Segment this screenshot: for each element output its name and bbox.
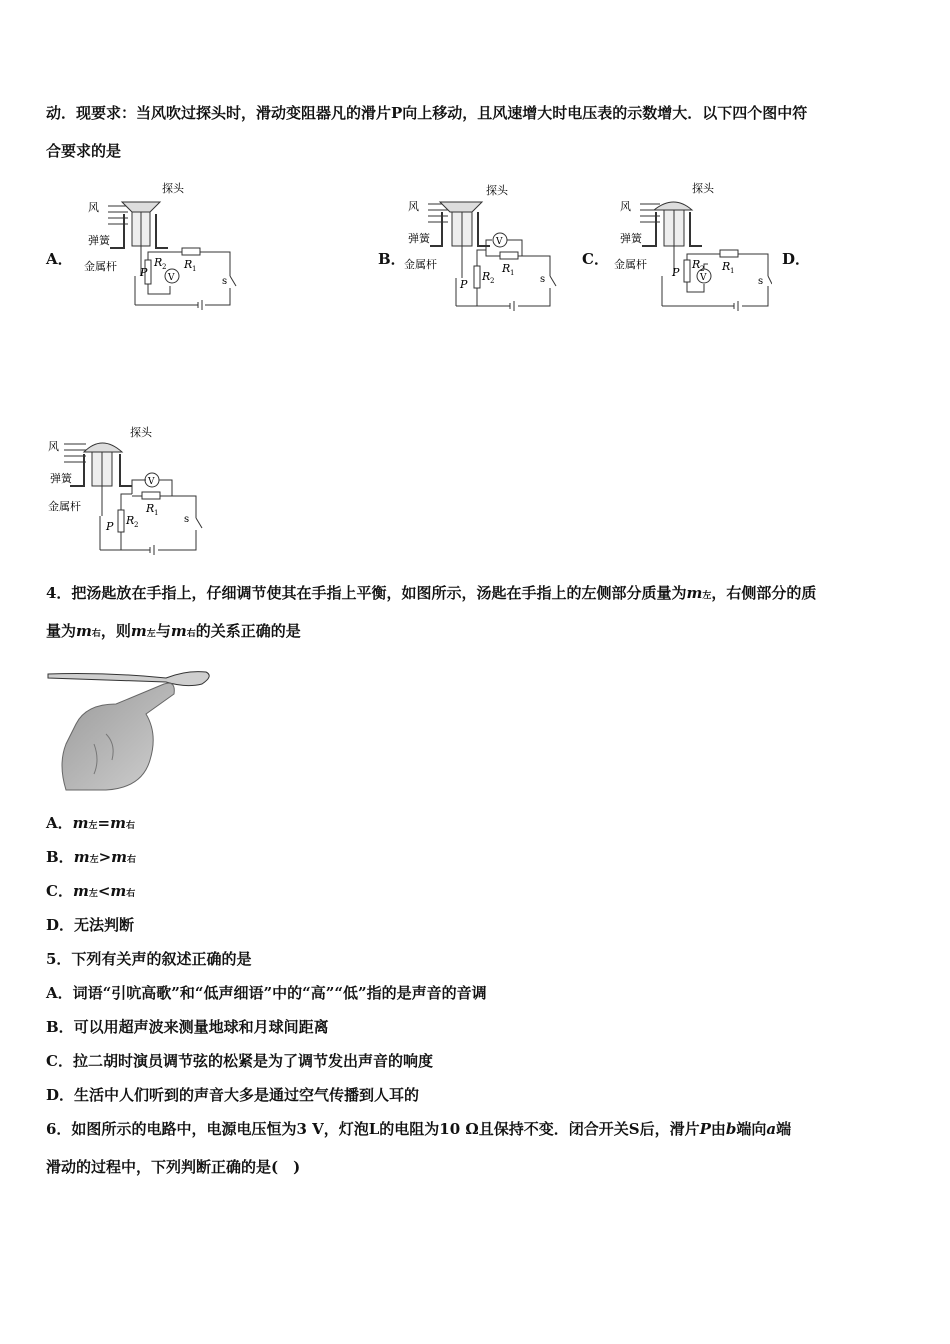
fig-b-rod-label: 金属杆	[404, 258, 437, 271]
fig-a-probe-label: 探头	[162, 182, 184, 195]
fig-c-r2-sub: 2	[700, 265, 705, 273]
fig-c-switch-label: s	[758, 276, 764, 287]
fig-a-r1-sub: 1	[192, 265, 197, 273]
q3-stem-line1: 动．现要求：当风吹过探头时，滑动变阻器凡的滑片P向上移动，且风速增大时电压表的示数增大．以下四个图中符	[46, 104, 808, 122]
q4-option-a: A．m左=m右	[46, 814, 135, 832]
spoon	[48, 672, 209, 686]
fig-c-voltmeter-label: V	[700, 273, 707, 283]
fig-d-switch-label: s	[184, 514, 190, 525]
q6-stem-line2: 滑动的过程中，下列判断正确的是( )	[46, 1158, 301, 1176]
q4-stem-line2: 量为m右，则m左与m右的关系正确的是	[46, 622, 301, 640]
fig-c-r1-label: R	[722, 260, 731, 273]
fig-d-wind-label: 风	[48, 440, 59, 453]
fig-a-wind-label: 风	[88, 201, 99, 214]
fig-b-r1-sub: 1	[510, 269, 515, 277]
fig-a-p-label: P	[140, 266, 148, 279]
q3-option-d-label: D．	[782, 250, 811, 268]
fig-d-r1-label: R	[146, 502, 155, 515]
q4-option-d: D．无法判断	[46, 916, 135, 934]
q3-option-b-label: B．	[378, 250, 406, 268]
fig-b-voltmeter-label: V	[496, 237, 503, 247]
q6-stem-line1: 6．如图所示的电路中，电源电压恒为3 V，灯泡L的电阻为10 Ω且保持不变．闭合开关S后，滑片P由b端向a端	[46, 1120, 792, 1138]
circuit-figure-a	[80, 180, 240, 315]
fig-c-p-label: P	[672, 266, 680, 279]
q3-option-a-label: A．	[46, 250, 73, 268]
hand	[62, 683, 174, 790]
q5-option-b: B．可以用超声波来测量地球和月球间距离	[46, 1018, 329, 1036]
q3-stem-line2: 合要求的是	[46, 142, 122, 160]
fig-c-r1-sub: 1	[730, 267, 735, 275]
q4-stem-line1: 4．把汤匙放在手指上，仔细调节使其在手指上平衡，如图所示，汤匙在手指上的左侧部分质量为m左，右侧部分的质	[46, 584, 817, 602]
fig-c-r2-label: R	[692, 258, 701, 271]
circuit-figure-b	[400, 182, 560, 317]
fig-d-r1-sub: 1	[154, 509, 159, 517]
fig-a-voltmeter-label: V	[168, 273, 175, 283]
fig-c-spring-label: 弹簧	[620, 232, 642, 245]
fig-b-wind-label: 风	[408, 200, 419, 213]
fig-b-spring-label: 弹簧	[408, 232, 430, 245]
fig-d-voltmeter-label: V	[148, 477, 155, 487]
q5-option-a: A．词语“引吭高歌”和“低声细语”中的“高”“低”指的是声音的音调	[46, 984, 487, 1002]
fig-d-r2-sub: 2	[134, 521, 139, 529]
fig-d-p-label: P	[106, 520, 114, 533]
fig-b-r2-label: R	[482, 270, 491, 283]
circuit-figure-c	[612, 180, 772, 315]
fig-b-probe-label: 探头	[486, 184, 508, 197]
fig-c-rod-label: 金属杆	[614, 258, 647, 271]
fig-a-spring-label: 弹簧	[88, 234, 110, 247]
q4-option-b: B．m左>m右	[46, 848, 137, 866]
fig-d-r2-label: R	[126, 514, 135, 527]
fig-d-spring-label: 弹簧	[50, 472, 72, 485]
fig-a-r2-sub: 2	[162, 263, 167, 271]
fig-a-r1-label: R	[184, 258, 193, 271]
spoon-on-finger-figure	[46, 664, 216, 792]
fig-d-rod-label: 金属杆	[48, 500, 81, 513]
fig-c-wind-label: 风	[620, 200, 631, 213]
q5-stem: 5．下列有关声的叙述正确的是	[46, 950, 252, 968]
fig-a-r2-label: R	[154, 256, 163, 269]
fig-b-r2-sub: 2	[490, 277, 495, 285]
fig-b-switch-label: s	[540, 274, 546, 285]
fig-a-switch-label: s	[222, 276, 228, 287]
fig-c-probe-label: 探头	[692, 182, 714, 195]
q4-option-c: C．m左<m右	[46, 882, 136, 900]
fig-b-r1-label: R	[502, 262, 511, 275]
q5-option-d: D．生活中人们听到的声音大多是通过空气传播到人耳的	[46, 1086, 420, 1104]
circuit-figure-d	[46, 424, 216, 556]
q3-option-c-label: C．	[582, 250, 609, 268]
fig-a-rod-label: 金属杆	[84, 260, 117, 273]
fig-b-p-label: P	[460, 278, 468, 291]
fig-d-probe-label: 探头	[130, 426, 152, 439]
q5-option-c: C．拉二胡时演员调节弦的松紧是为了调节发出声音的响度	[46, 1052, 433, 1070]
